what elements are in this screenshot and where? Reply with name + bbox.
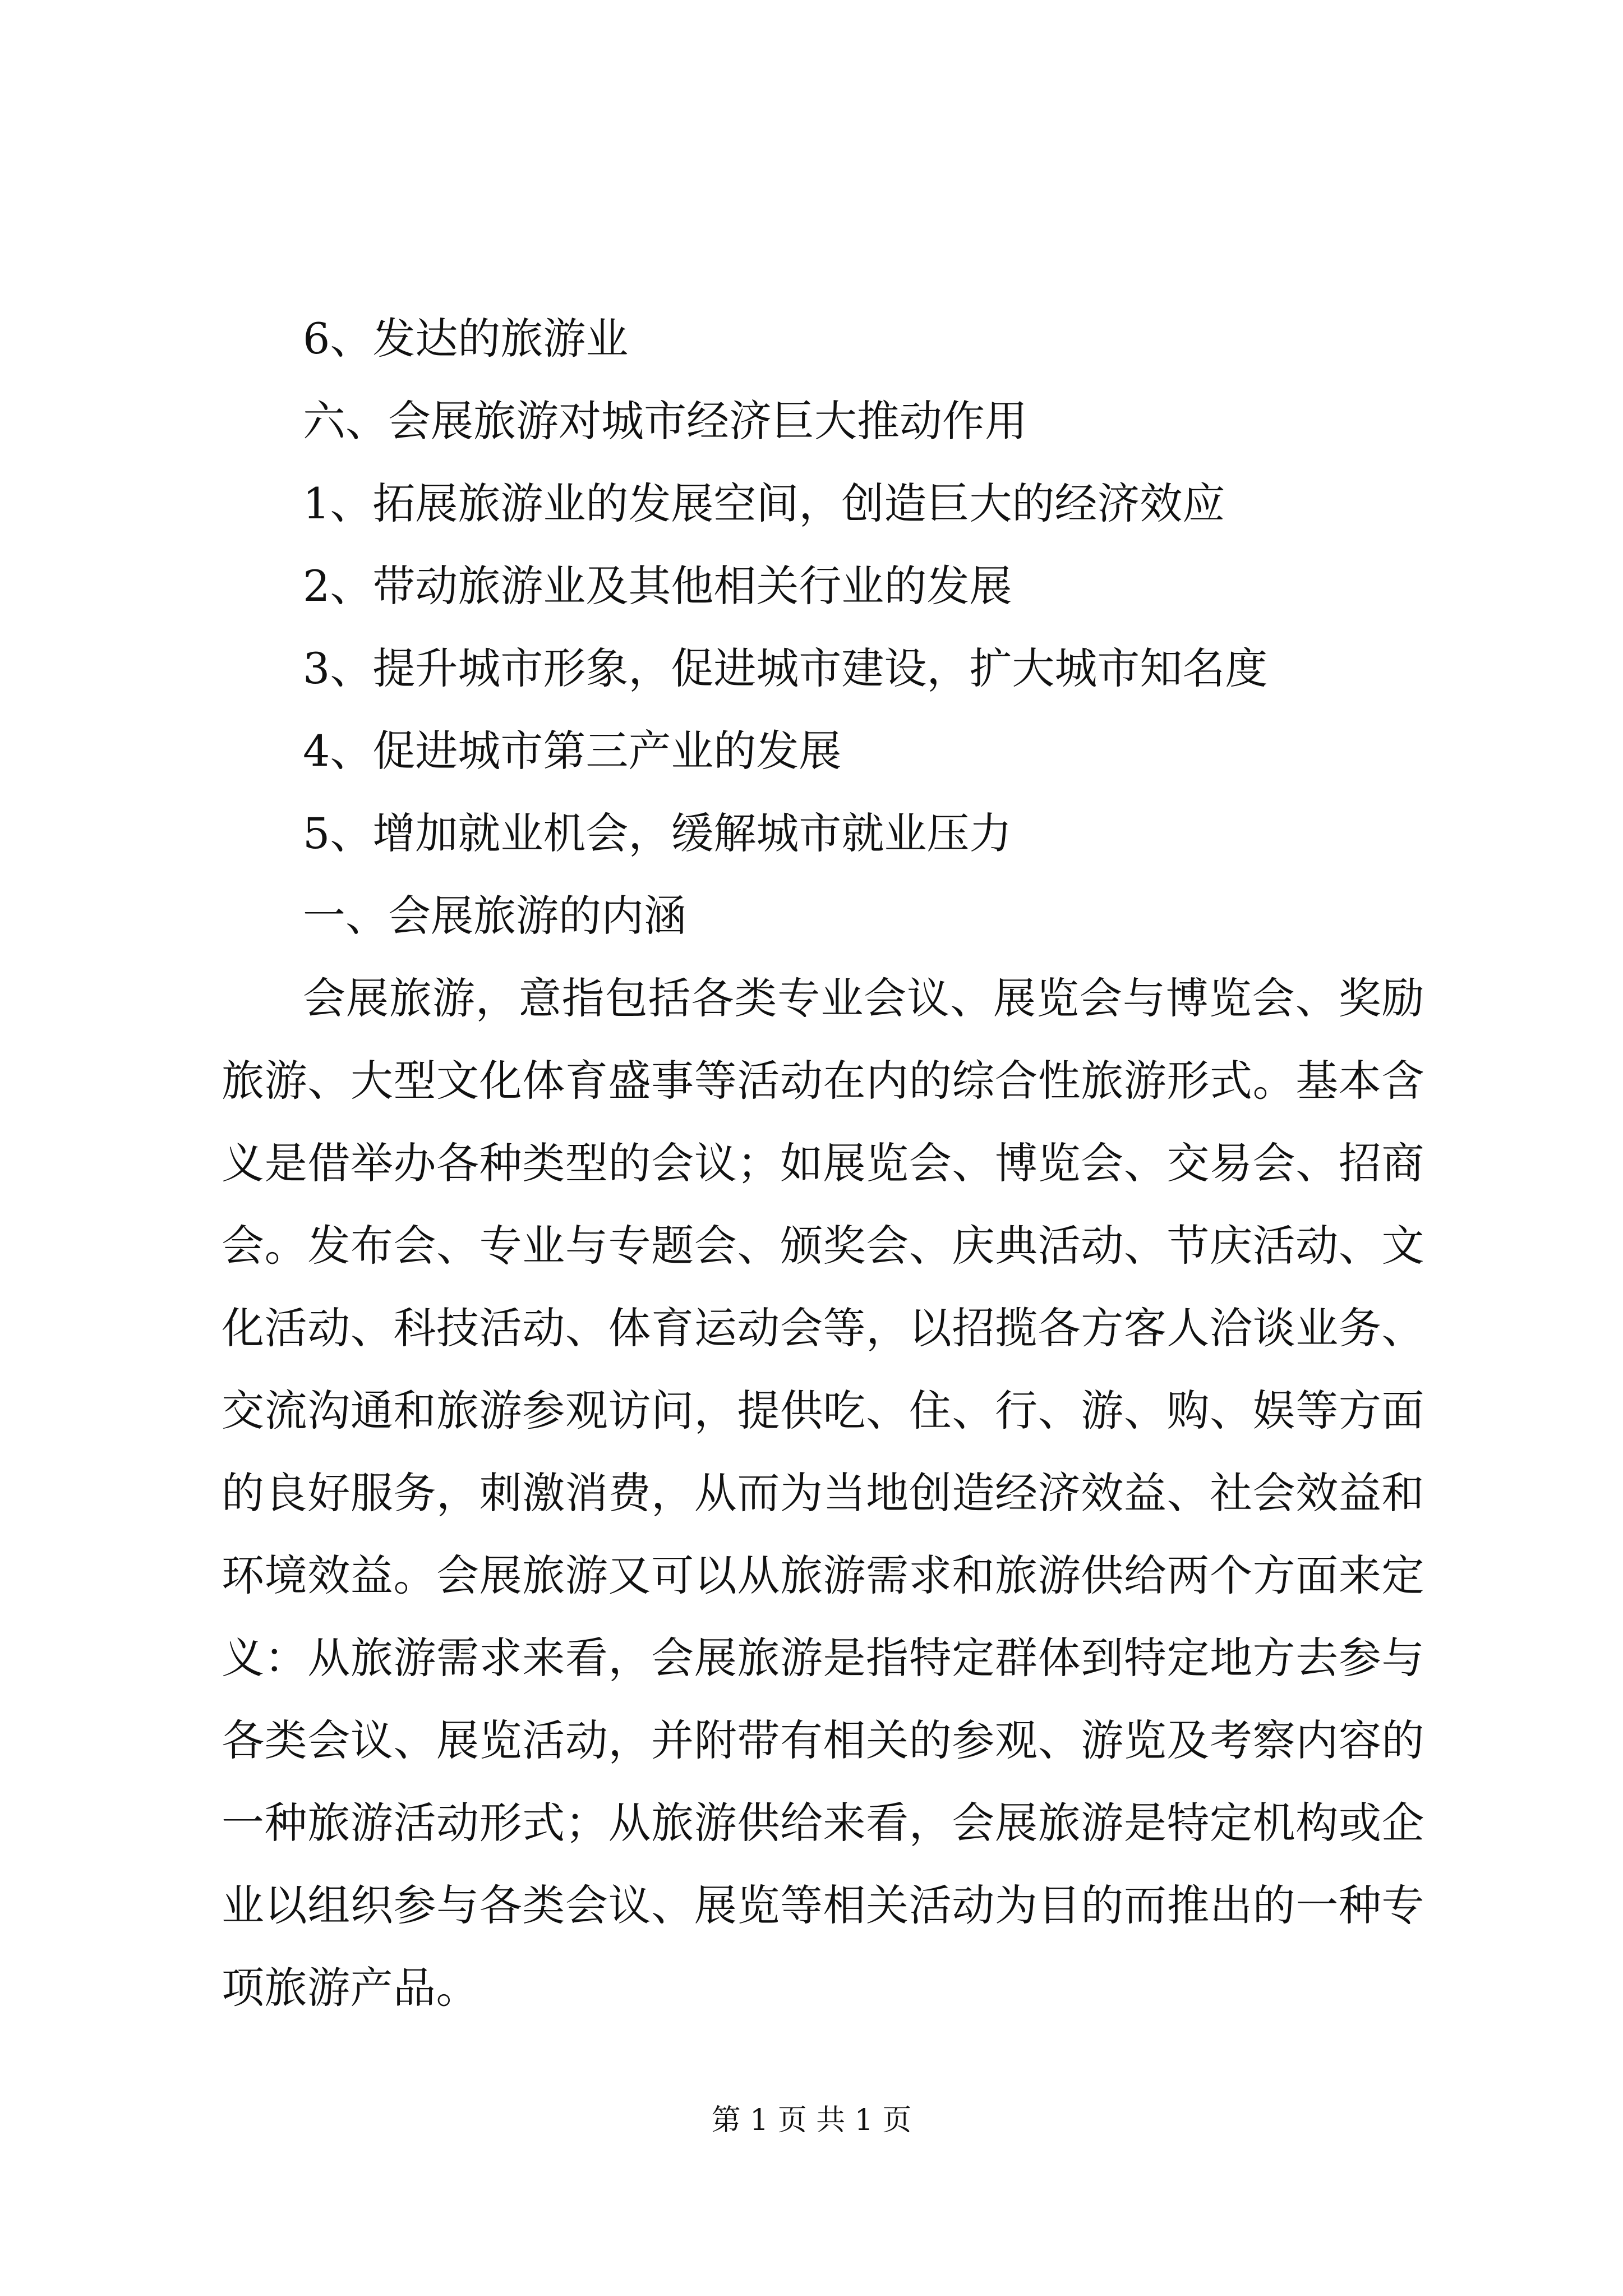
item-6-developed-tourism: 6、发达的旅游业 (303, 314, 629, 364)
point-1: 1、拓展旅游业的发展空间，创造巨大的经济效应 (303, 478, 1225, 528)
section-1-heading: 一、会展旅游的内涵 (303, 891, 686, 941)
body-paragraph: 会展旅游，意指包括各类专业会议、展览会与博览会、奖励旅游、大型文化体育盛事等活动在内的综合性旅游形式。基本含义是借举办各种类型的会议；如展览会、博览会、交易会、招商会。发布会、专业与专题会、颁奖会、庆典活动、节庆活动、文化活动、科技活动、体育运动会等，以招揽各方客人洽谈业务、交流沟通和旅游参观访问，提供吃、住、行、游、购、娱等方面的良好服务，刺激消费，从而为当地创造经济效益、社会效益和环境效益。会展旅游又可以从旅游需求和旅游供给两个方面来定义：从旅游需求来看，会展旅游是指特定群体到特定地方去参与各类会议、展览活动，并附带有相关的参观、游览及考察内容的一种旅游活动形式；从旅游供给来看，会展旅游是特定机构或企业以组织参与各类会议、展览等相关活动为目的而推出的一种专项旅游产品。 (222, 973, 1424, 2013)
point-4: 4、促进城市第三产业的发展 (303, 726, 842, 776)
document-body (222, 297, 1424, 2029)
point-5: 5、增加就业机会，缓解城市就业压力 (303, 808, 1012, 858)
section-6-heading: 六、会展旅游对城市经济巨大推动作用 (303, 396, 1027, 446)
page-footer: 第 1 页 共 1 页 (711, 2104, 912, 2137)
point-3: 3、提升城市形象，促进城市建设，扩大城市知名度 (303, 643, 1268, 693)
point-2: 2、带动旅游业及其他相关行业的发展 (303, 561, 1012, 611)
